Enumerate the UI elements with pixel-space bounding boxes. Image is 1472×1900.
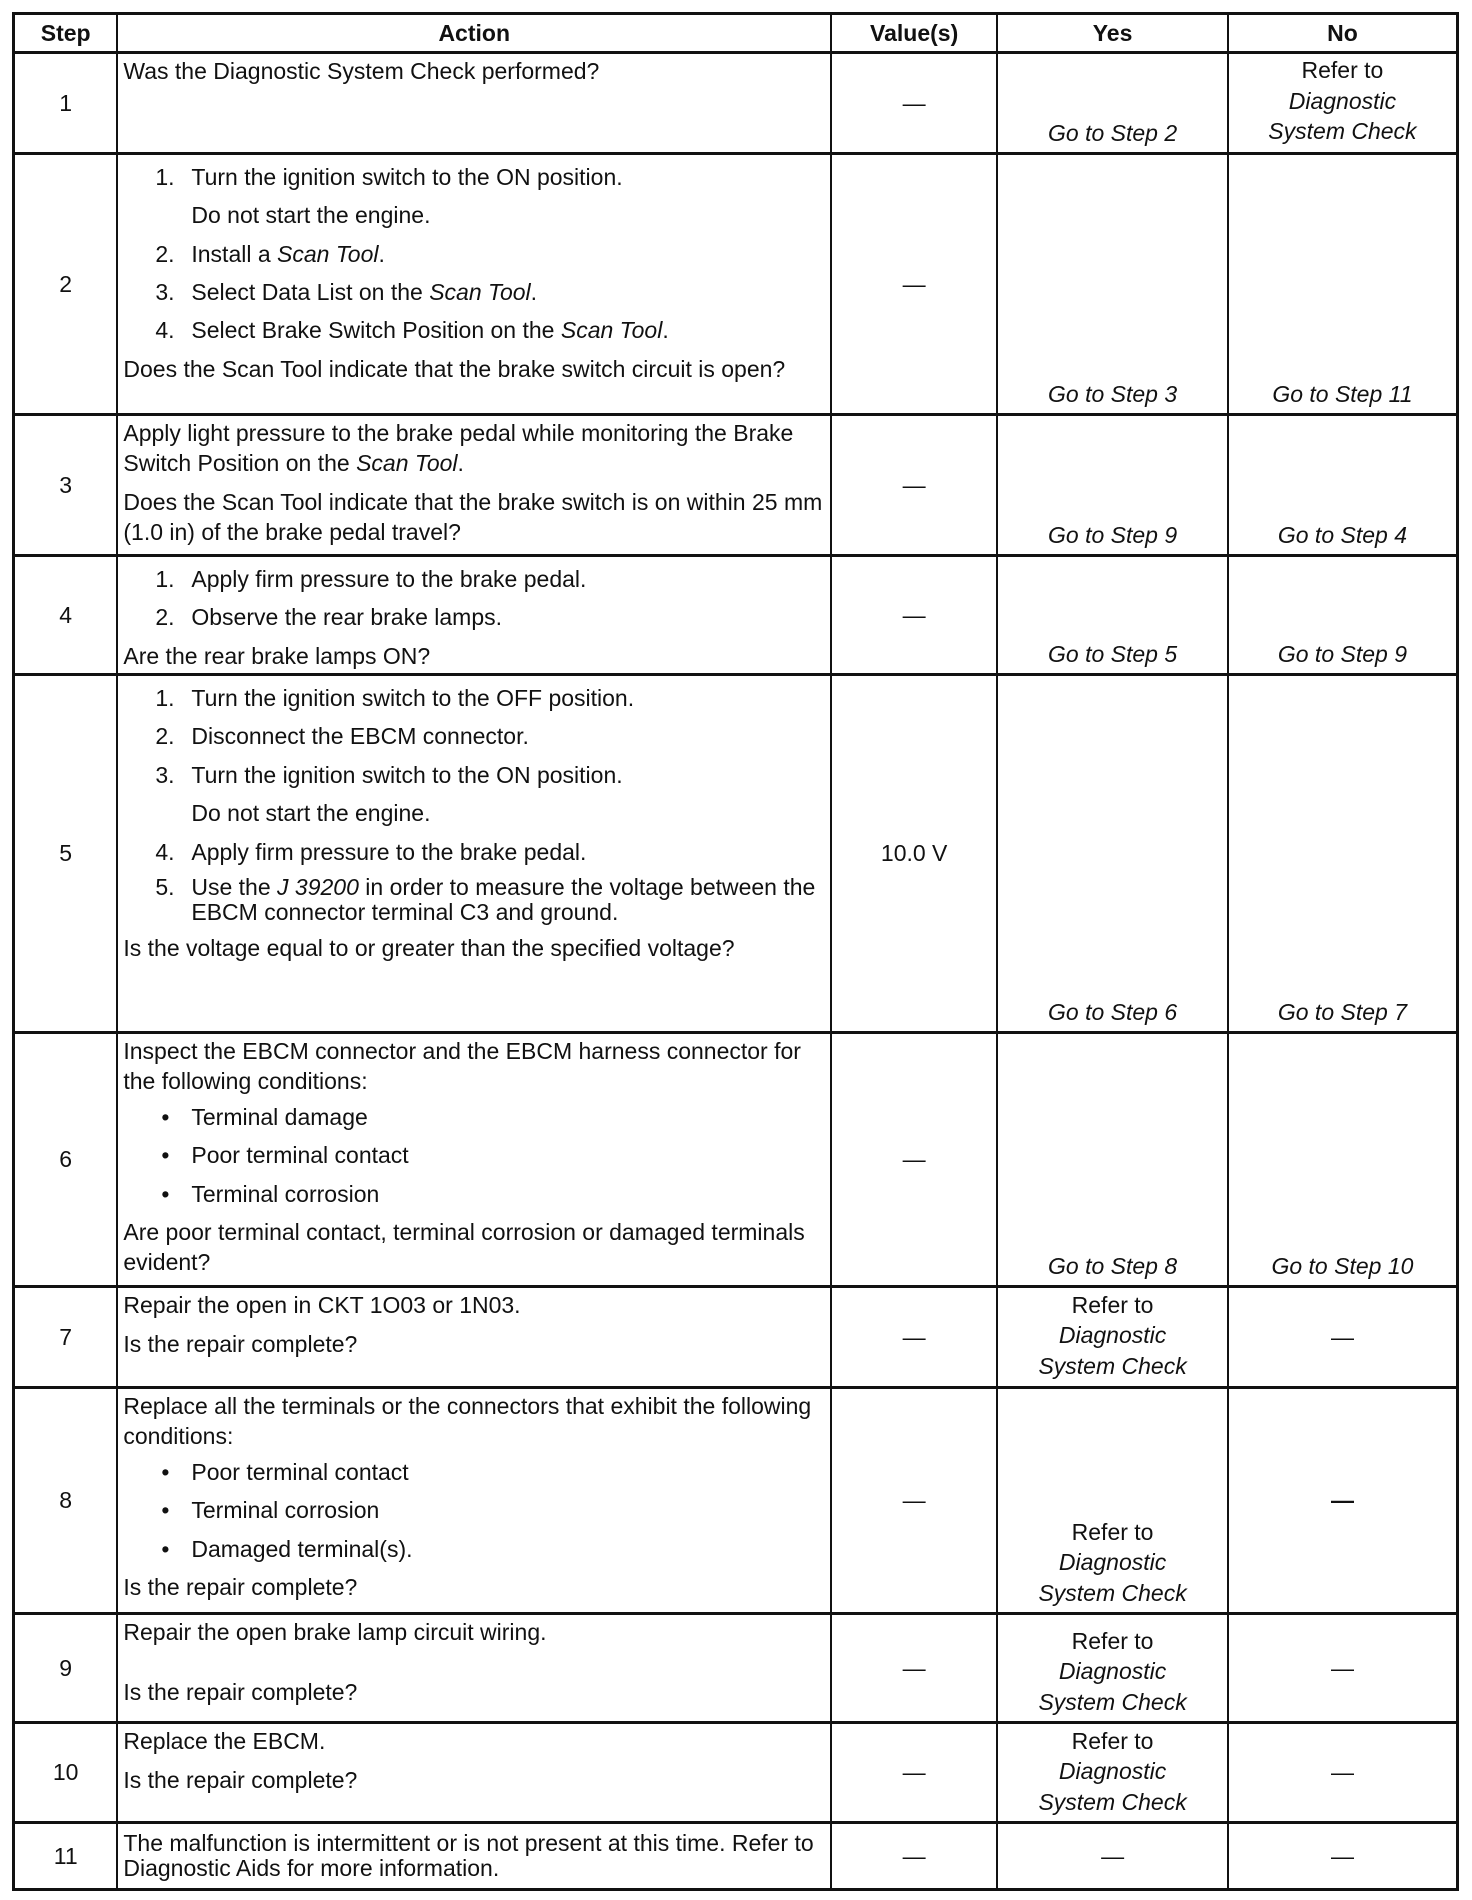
step-number: 8 <box>14 1388 118 1614</box>
item-text: Poor terminal contact <box>191 1142 409 1169</box>
table-row <box>14 1388 1458 1614</box>
list-item <box>123 1140 826 1170</box>
item-note: Do not start the engine. <box>191 202 431 229</box>
item-text: . <box>530 279 538 306</box>
item-text: in order to measure the voltage between the EBCM connector terminal C3 and ground. <box>191 873 816 926</box>
refer-line-1: Refer to <box>1071 1292 1154 1319</box>
item-number: 4. <box>155 317 175 344</box>
item-number: 1. <box>155 685 175 712</box>
value-cell: — <box>831 1388 997 1614</box>
value-cell: — <box>831 1287 997 1388</box>
refer-line-3: System Check <box>1268 118 1417 145</box>
item-text: Observe the rear brake lamps. <box>191 604 503 631</box>
no-cell: Go to Step 11 <box>1228 154 1458 415</box>
step-number: 4 <box>14 556 118 675</box>
list-item <box>123 1534 826 1564</box>
item-emphasis: Scan Tool <box>560 317 663 344</box>
item-number: 2. <box>155 723 175 750</box>
item-emphasis: Scan Tool <box>429 279 531 306</box>
item-text: . <box>378 240 385 267</box>
item-text: Damaged terminal(s). <box>191 1535 413 1562</box>
bullet-icon: • <box>161 1180 170 1207</box>
step-number: 2 <box>14 154 118 415</box>
step-number: 1 <box>14 53 118 154</box>
item-text: Turn the ignition switch to the ON position. <box>191 164 623 190</box>
yes-cell: Go to Step 5 <box>997 556 1228 675</box>
list-item <box>123 1457 826 1487</box>
value-cell: — <box>831 154 997 415</box>
action-cell <box>117 1287 831 1388</box>
refer-line-1: Refer to <box>1071 1519 1154 1545</box>
action-cell <box>117 1033 831 1287</box>
item-text: Apply firm pressure to the brake pedal. <box>191 566 587 592</box>
action-instruction: The malfunction is intermittent or is not present at this time. Refer to Diagnostic Aids for more information. <box>123 1829 814 1882</box>
bullet-icon: • <box>161 1535 170 1562</box>
item-number: 2. <box>155 240 175 267</box>
step-number: 6 <box>14 1033 118 1287</box>
no-cell: Go to Step 7 <box>1228 675 1458 1033</box>
action-cell <box>117 675 831 1033</box>
header-values: Value(s) <box>831 14 997 53</box>
item-number: 5. <box>155 873 175 900</box>
item-number: 3. <box>155 761 175 788</box>
header-no: No <box>1228 14 1458 53</box>
yes-cell: Go to Step 2 <box>997 53 1228 154</box>
item-text: Poor terminal contact <box>191 1458 409 1485</box>
no-cell: Go to Step 10 <box>1228 1033 1458 1287</box>
action-question: Does the Scan Tool indicate that the brake switch circuit is open? <box>123 355 786 382</box>
item-emphasis: Scan Tool <box>277 240 379 267</box>
item-text: Terminal corrosion <box>191 1180 380 1207</box>
list-item <box>123 1179 826 1209</box>
action-cell <box>117 1823 831 1890</box>
item-emphasis: J 39200 <box>277 873 359 900</box>
action-instruction: Inspect the EBCM connector and the EBCM harness connector for the following conditions: <box>123 1038 801 1095</box>
value-cell: — <box>831 53 997 154</box>
action-question: Are the rear brake lamps ON? <box>123 642 431 669</box>
list-item <box>123 564 826 594</box>
step-number: 11 <box>14 1823 118 1890</box>
refer-line-3: System Check <box>1038 1688 1187 1715</box>
item-number: 2. <box>155 604 175 631</box>
item-text: Select Data List on the <box>191 279 430 306</box>
table-row <box>14 53 1458 154</box>
yes-cell: — <box>997 1823 1228 1890</box>
bullet-icon: • <box>161 1142 170 1169</box>
table-row <box>14 1823 1458 1890</box>
refer-line-2: Diagnostic <box>1058 1549 1167 1576</box>
list-item <box>123 837 826 867</box>
table-row <box>14 415 1458 556</box>
value-cell: — <box>831 556 997 675</box>
yes-cell <box>997 1287 1228 1388</box>
yes-cell: Go to Step 6 <box>997 675 1228 1033</box>
yes-cell: Go to Step 8 <box>997 1033 1228 1287</box>
refer-line-3: System Check <box>1038 1788 1187 1815</box>
refer-line-1: Refer to <box>1071 1728 1154 1754</box>
item-text: Select Brake Switch Position on the <box>191 317 561 344</box>
list-item <box>123 683 826 713</box>
item-text: Terminal damage <box>191 1103 368 1130</box>
step-number: 10 <box>14 1723 118 1823</box>
header-action: Action <box>117 14 831 53</box>
list-item <box>123 602 826 632</box>
step-number: 7 <box>14 1287 118 1388</box>
yes-cell <box>997 1614 1228 1723</box>
item-text: Use the <box>191 873 278 900</box>
table-row <box>14 1723 1458 1823</box>
no-cell: — <box>1228 1287 1458 1388</box>
item-text: Disconnect the EBCM connector. <box>191 723 529 750</box>
action-instruction: Repair the open brake lamp circuit wiring. <box>123 1619 547 1646</box>
action-cell <box>117 556 831 675</box>
action-question: Was the Diagnostic System Check performed? <box>123 58 600 84</box>
yes-cell: Go to Step 3 <box>997 154 1228 415</box>
action-question: Is the repair complete? <box>123 1767 358 1794</box>
action-cell <box>117 1723 831 1823</box>
action-cell <box>117 1614 831 1723</box>
step-number: 9 <box>14 1614 118 1723</box>
refer-line-1: Refer to <box>1071 1628 1154 1654</box>
action-question: Are poor terminal contact, terminal corrosion or damaged terminals evident? <box>123 1218 805 1276</box>
action-question: Does the Scan Tool indicate that the brake switch is on within 25 mm (1.0 in) of the brake pedal travel? <box>123 488 823 546</box>
value-cell: — <box>831 1823 997 1890</box>
item-text: Turn the ignition switch to the ON position. <box>191 761 623 788</box>
refer-line-2: Diagnostic <box>1058 1758 1167 1785</box>
table-row <box>14 675 1458 1033</box>
list-item <box>123 239 826 269</box>
value-cell: — <box>831 1614 997 1723</box>
value-cell: — <box>831 1033 997 1287</box>
item-note: Do not start the engine. <box>191 800 431 827</box>
refer-line-3: System Check <box>1038 1579 1187 1606</box>
no-cell: — <box>1228 1388 1458 1614</box>
yes-cell <box>997 1388 1228 1614</box>
table-row <box>14 1033 1458 1287</box>
list-item <box>123 315 826 345</box>
refer-line-2: Diagnostic <box>1058 1322 1167 1349</box>
action-question: Is the repair complete? <box>123 1331 358 1358</box>
item-text: Apply firm pressure to the brake pedal. <box>191 838 587 865</box>
no-cell: — <box>1228 1723 1458 1823</box>
action-cell <box>117 415 831 556</box>
value-cell: — <box>831 415 997 556</box>
no-cell: — <box>1228 1614 1458 1723</box>
step-number: 3 <box>14 415 118 556</box>
action-cell <box>117 154 831 415</box>
table-row <box>14 1287 1458 1388</box>
item-text: Turn the ignition switch to the OFF position. <box>191 685 635 712</box>
bullet-icon: • <box>161 1458 170 1485</box>
item-number: 1. <box>155 566 175 592</box>
action-question: Is the repair complete? <box>123 1679 358 1706</box>
no-cell: Go to Step 9 <box>1228 556 1458 675</box>
diagnostic-table <box>12 12 1459 1891</box>
item-number: 4. <box>155 838 175 865</box>
header-row <box>14 14 1458 53</box>
table-row <box>14 1614 1458 1723</box>
list-item <box>123 875 826 926</box>
item-number: 1. <box>155 164 175 190</box>
list-item <box>123 760 826 790</box>
header-yes: Yes <box>997 14 1228 53</box>
table-row <box>14 154 1458 415</box>
list-item <box>123 1102 826 1132</box>
instruction-text: Apply light pressure to the brake pedal while monitoring the Brake Switch Position on the <box>123 420 794 477</box>
instruction-emphasis: Scan Tool <box>356 450 458 477</box>
bullet-icon: • <box>161 1497 170 1524</box>
item-text: . <box>662 317 669 344</box>
refer-line-2: Diagnostic <box>1058 1658 1167 1685</box>
list-item <box>123 277 826 307</box>
item-text: Terminal corrosion <box>191 1497 380 1524</box>
no-cell: — <box>1228 1823 1458 1890</box>
header-step: Step <box>14 14 118 53</box>
action-question: Is the repair complete? <box>123 1573 358 1600</box>
item-number: 3. <box>155 279 175 306</box>
step-number: 5 <box>14 675 118 1033</box>
action-cell <box>117 53 831 154</box>
action-instruction: Repair the open in CKT 1O03 or 1N03. <box>123 1292 521 1319</box>
instruction-text: . <box>457 450 464 477</box>
action-instruction <box>123 418 826 479</box>
bullet-icon: • <box>161 1103 170 1130</box>
refer-line-1: Refer to <box>1301 57 1384 84</box>
action-instruction: Replace the EBCM. <box>123 1728 326 1755</box>
yes-cell <box>997 1723 1228 1823</box>
refer-line-2: Diagnostic <box>1288 87 1397 114</box>
value-cell: 10.0 V <box>831 675 997 1033</box>
value-cell: — <box>831 1723 997 1823</box>
no-cell: Go to Step 4 <box>1228 415 1458 556</box>
action-question: Is the voltage equal to or greater than the specified voltage? <box>123 935 735 962</box>
yes-cell: Go to Step 9 <box>997 415 1228 556</box>
list-item <box>123 162 826 192</box>
action-instruction: Replace all the terminals or the connectors that exhibit the following conditions: <box>123 1393 812 1450</box>
item-text: Install a <box>191 240 278 267</box>
list-item <box>123 721 826 751</box>
list-item <box>123 1495 826 1525</box>
action-cell <box>117 1388 831 1614</box>
table-row <box>14 556 1458 675</box>
no-cell <box>1228 53 1458 154</box>
refer-line-3: System Check <box>1038 1352 1187 1379</box>
